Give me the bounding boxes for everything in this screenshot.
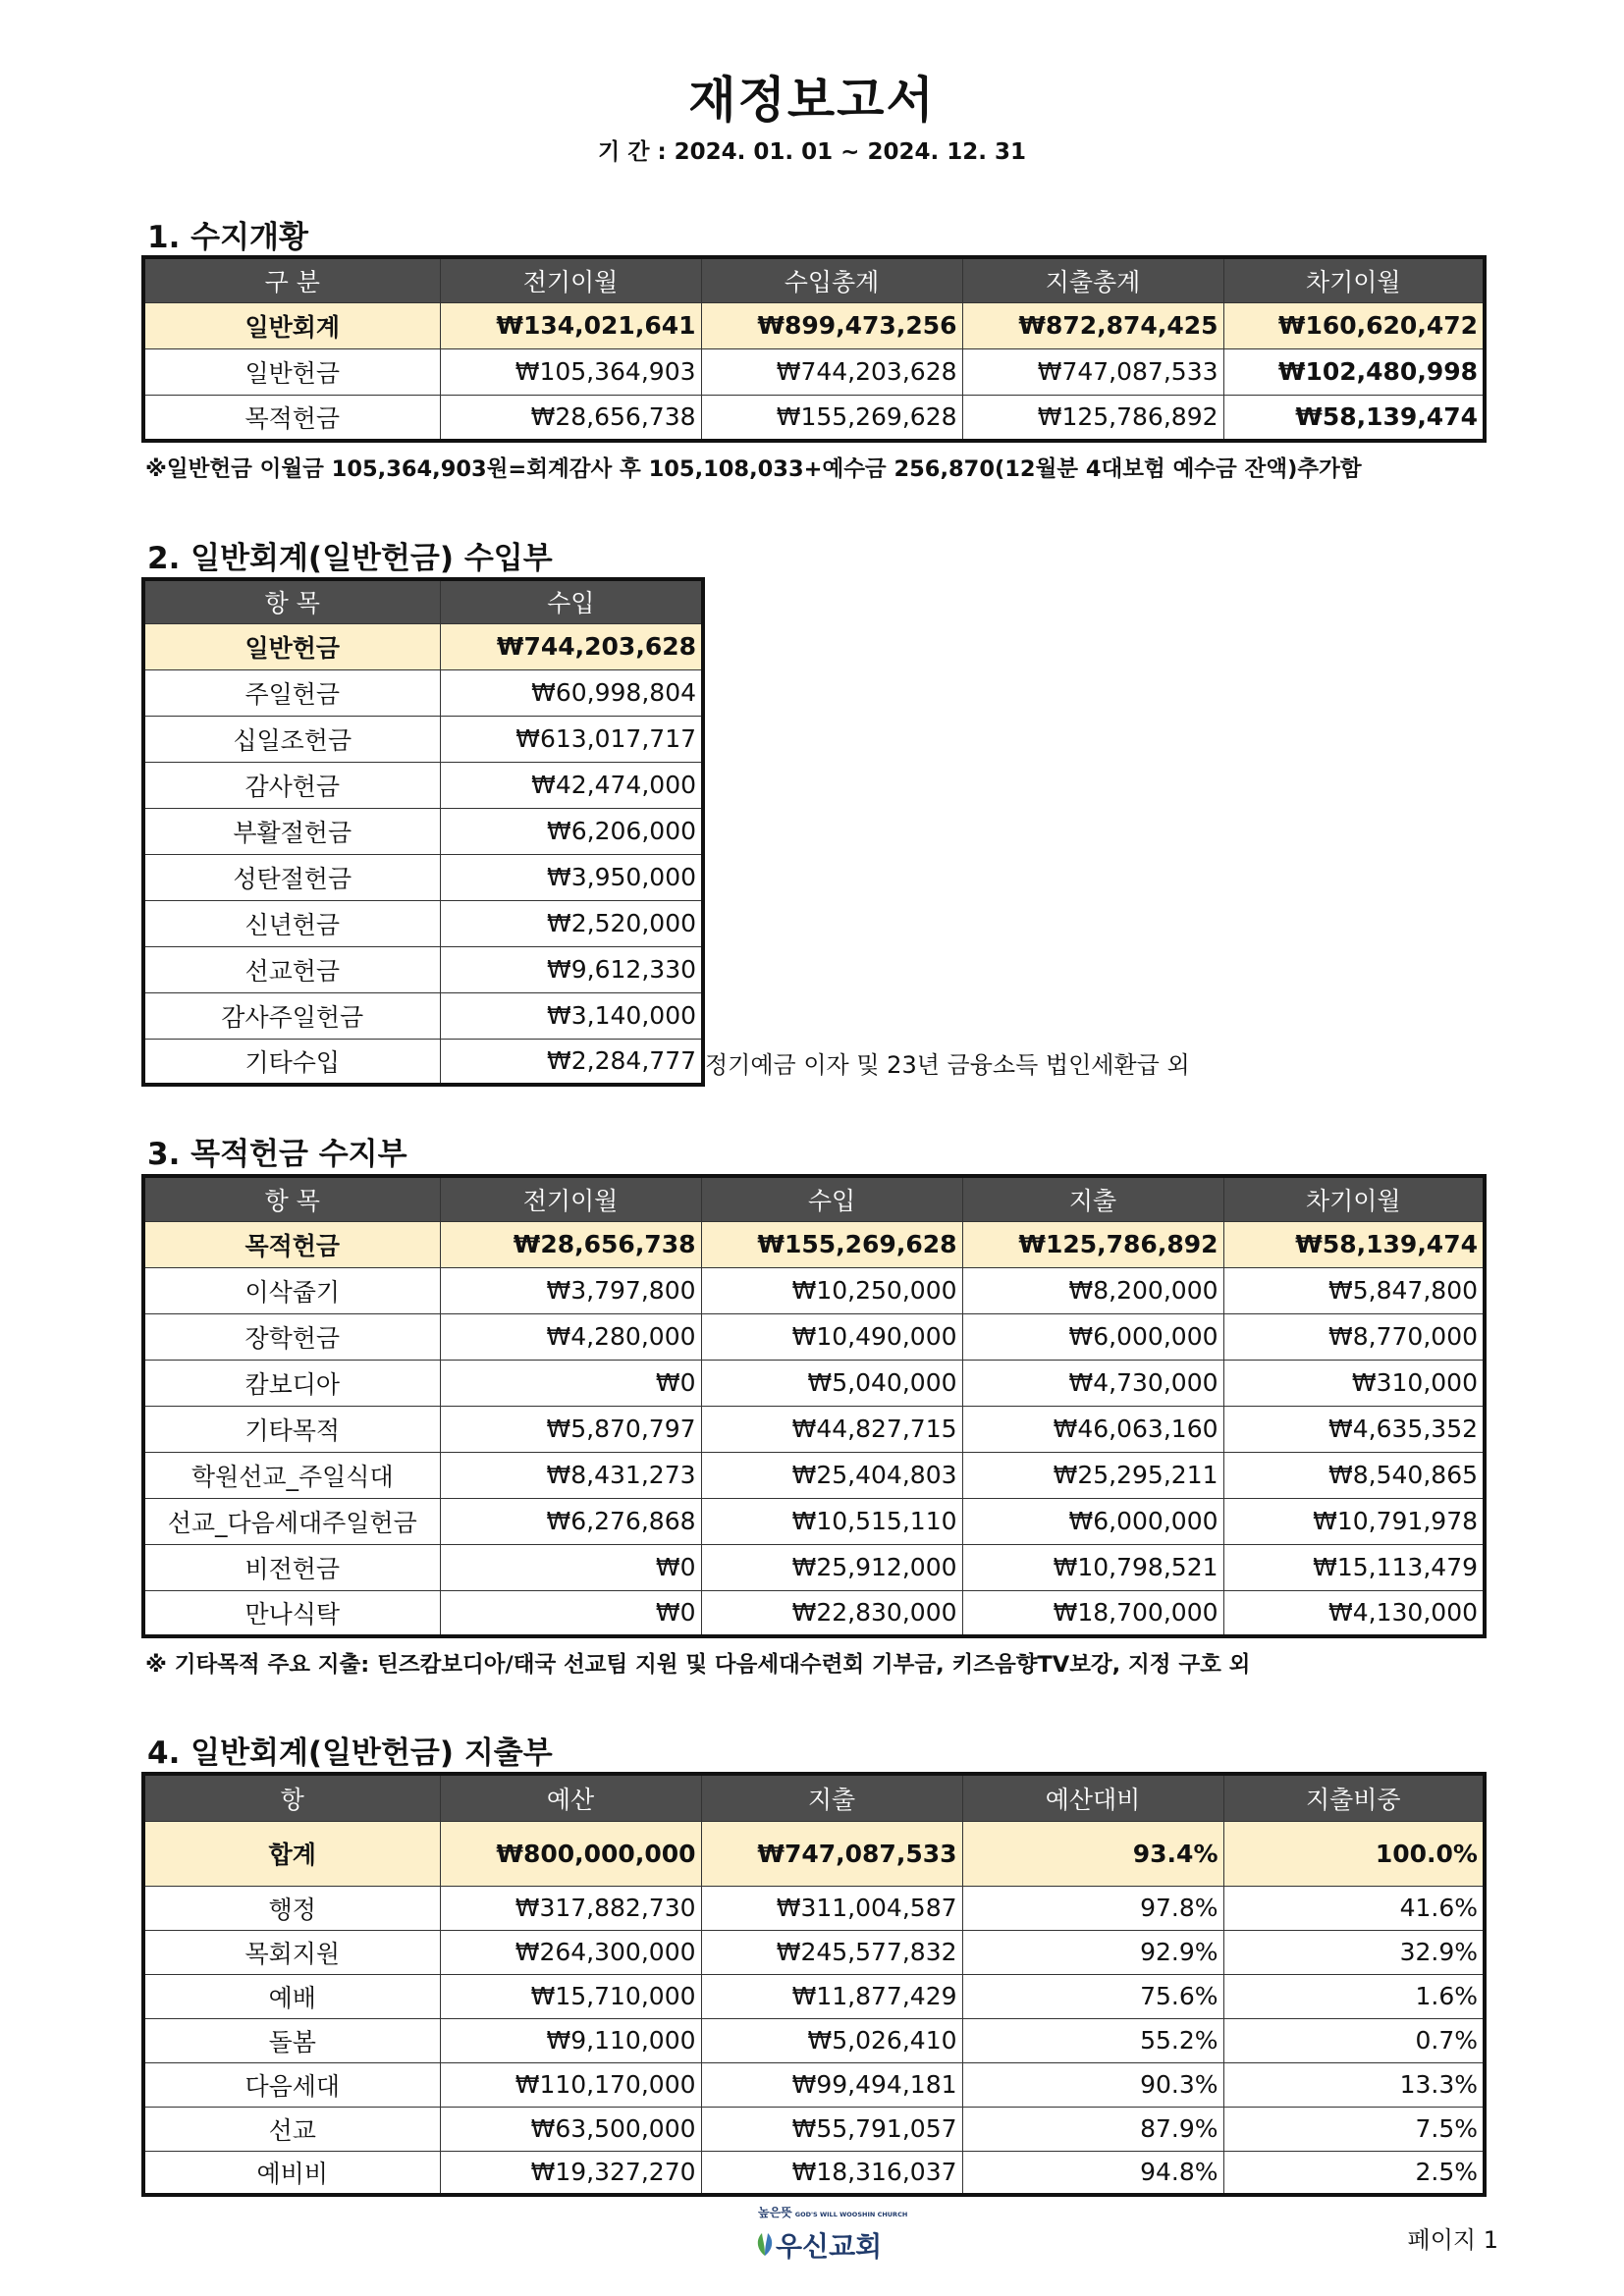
cell: ₩18,700,000 [962, 1590, 1223, 1636]
cell: ₩10,250,000 [701, 1267, 962, 1313]
cell: 94.8% [962, 2151, 1223, 2195]
cell: ₩747,087,533 [962, 348, 1223, 395]
cell: 93.4% [962, 1821, 1223, 1886]
cell: 예비비 [143, 2151, 440, 2195]
cell: ₩744,203,628 [701, 348, 962, 395]
column-header: 예산대비 [962, 1774, 1223, 1821]
cell: ₩2,520,000 [440, 900, 703, 946]
table-row [143, 395, 1485, 441]
cell: ₩8,431,273 [440, 1452, 701, 1498]
cell: ₩0 [440, 1590, 701, 1636]
summary-note: ※일반헌금 이월금 105,364,903원=회계감사 후 105,108,033+예수금 256,870(12월분 4대보험 예수금 잔액)추가함 [145, 456, 1362, 482]
cell: 성탄절헌금 [143, 854, 440, 900]
report-period: 기 간 : 2024. 01. 01 ~ 2024. 12. 31 [598, 139, 1026, 165]
cell: 목적헌금 [143, 395, 440, 441]
cell: ₩6,206,000 [440, 808, 703, 854]
table-row [143, 992, 703, 1039]
cell: ₩8,540,865 [1223, 1452, 1485, 1498]
cell: ₩9,110,000 [440, 2018, 701, 2062]
cell: ₩6,000,000 [962, 1498, 1223, 1544]
cell: ₩5,040,000 [701, 1360, 962, 1406]
cell: ₩18,316,037 [701, 2151, 962, 2195]
table-header-row [143, 1176, 1485, 1221]
cell: ₩311,004,587 [701, 1886, 962, 1930]
cell: ₩8,770,000 [1223, 1313, 1485, 1360]
cell: 7.5% [1223, 2107, 1485, 2151]
cell: ₩28,656,738 [440, 1221, 701, 1267]
cell: 선교 [143, 2107, 440, 2151]
designated-offering-note: ※ 기타목적 주요 지출: 틴즈캄보디아/태국 선교팀 지원 및 다음세대수련회 기부금, 키즈음향TV보강, 지정 구호 외 [145, 1652, 1251, 1678]
cell: ₩10,791,978 [1223, 1498, 1485, 1544]
cell: 예배 [143, 1974, 440, 2018]
cell: ₩0 [440, 1544, 701, 1590]
table-row [143, 900, 703, 946]
cell: ₩110,170,000 [440, 2062, 701, 2107]
cell: ₩10,490,000 [701, 1313, 962, 1360]
income-table [141, 577, 705, 1087]
cell: ₩25,295,211 [962, 1452, 1223, 1498]
cell: ₩134,021,641 [440, 302, 701, 348]
cell: ₩42,474,000 [440, 762, 703, 808]
cell: 학원선교_주일식대 [143, 1452, 440, 1498]
cell: ₩800,000,000 [440, 1821, 701, 1886]
cell: 일반헌금 [143, 348, 440, 395]
column-header: 구 분 [143, 257, 440, 302]
cell: 92.9% [962, 1930, 1223, 1974]
cell: ₩0 [440, 1360, 701, 1406]
expenditure-table [141, 1772, 1487, 2197]
report-title: 재정보고서 [688, 72, 936, 129]
table-header-row [143, 257, 1485, 302]
cell: 장학헌금 [143, 1313, 440, 1360]
column-header: 지출총계 [962, 257, 1223, 302]
cell: ₩3,140,000 [440, 992, 703, 1039]
table-row [143, 1974, 1485, 2018]
section2-heading: 2. 일반회계(일반헌금) 수입부 [147, 541, 553, 576]
cell: 기타수입 [143, 1039, 440, 1085]
cell: 돌봄 [143, 2018, 440, 2062]
cell: 2.5% [1223, 2151, 1485, 2195]
cell: ₩6,000,000 [962, 1313, 1223, 1360]
cell: 목회지원 [143, 1930, 440, 1974]
table-row [143, 716, 703, 762]
cell: 90.3% [962, 2062, 1223, 2107]
leaf-icon [754, 2229, 776, 2257]
table-row [143, 348, 1485, 395]
cell: 캄보디아 [143, 1360, 440, 1406]
cell: ₩105,364,903 [440, 348, 701, 395]
section1-heading: 1. 수지개황 [147, 220, 308, 255]
cell: 이삭줍기 [143, 1267, 440, 1313]
cell: 행정 [143, 1886, 440, 1930]
cell: ₩125,786,892 [962, 1221, 1223, 1267]
cell: 75.6% [962, 1974, 1223, 2018]
column-header: 수입 [701, 1176, 962, 1221]
cell: ₩25,404,803 [701, 1452, 962, 1498]
cell: ₩310,000 [1223, 1360, 1485, 1406]
logo-name: 우신교회 [776, 2230, 883, 2263]
cell: ₩15,113,479 [1223, 1544, 1485, 1590]
summary-table [141, 255, 1487, 443]
cell: 일반헌금 [143, 623, 440, 669]
section3-heading: 3. 목적헌금 수지부 [147, 1137, 407, 1172]
cell: ₩28,656,738 [440, 395, 701, 441]
column-header: 항 목 [143, 1176, 440, 1221]
table-row [143, 1360, 1485, 1406]
cell: 기타목적 [143, 1406, 440, 1452]
page-number: 페이지 1 [1407, 2226, 1498, 2254]
cell: ₩22,830,000 [701, 1590, 962, 1636]
cell: ₩10,798,521 [962, 1544, 1223, 1590]
cell: ₩2,284,777 [440, 1039, 703, 1085]
cell: 13.3% [1223, 2062, 1485, 2107]
cell: 일반회계 [143, 302, 440, 348]
cell: 다음세대 [143, 2062, 440, 2107]
cell: ₩3,950,000 [440, 854, 703, 900]
table-row [143, 1267, 1485, 1313]
cell: ₩10,515,110 [701, 1498, 962, 1544]
table-row [143, 1406, 1485, 1452]
cell: ₩4,635,352 [1223, 1406, 1485, 1452]
section4-heading: 4. 일반회계(일반헌금) 지출부 [147, 1735, 553, 1771]
cell: ₩160,620,472 [1223, 302, 1485, 348]
column-header: 지출 [701, 1774, 962, 1821]
cell: ₩9,612,330 [440, 946, 703, 992]
cell: ₩99,494,181 [701, 2062, 962, 2107]
column-header: 항 [143, 1774, 440, 1821]
table-row [143, 1821, 1485, 1886]
column-header: 차기이월 [1223, 1176, 1485, 1221]
column-header: 수입 [440, 579, 703, 623]
table-row [143, 1544, 1485, 1590]
cell: ₩317,882,730 [440, 1886, 701, 1930]
cell: 1.6% [1223, 1974, 1485, 2018]
cell: ₩264,300,000 [440, 1930, 701, 1974]
cell: ₩155,269,628 [701, 1221, 962, 1267]
cell: ₩58,139,474 [1223, 395, 1485, 441]
column-header: 차기이월 [1223, 257, 1485, 302]
cell: 만나식탁 [143, 1590, 440, 1636]
column-header: 예산 [440, 1774, 701, 1821]
cell: ₩3,797,800 [440, 1267, 701, 1313]
cell: 비전헌금 [143, 1544, 440, 1590]
table-row [143, 946, 703, 992]
table-header-row [143, 1774, 1485, 1821]
cell: ₩60,998,804 [440, 669, 703, 716]
column-header: 전기이월 [440, 1176, 701, 1221]
cell: 55.2% [962, 2018, 1223, 2062]
cell: ₩102,480,998 [1223, 348, 1485, 395]
table-row [143, 1452, 1485, 1498]
cell: 주일헌금 [143, 669, 440, 716]
table-row [143, 302, 1485, 348]
cell: 십일조헌금 [143, 716, 440, 762]
cell: 선교_다음세대주일헌금 [143, 1498, 440, 1544]
table-row [143, 2107, 1485, 2151]
cell: 87.9% [962, 2107, 1223, 2151]
cell: 선교헌금 [143, 946, 440, 992]
logo-sub-text: GOD'S WILL WOOSHIN CHURCH [794, 2211, 908, 2218]
cell: ₩63,500,000 [440, 2107, 701, 2151]
cell: ₩747,087,533 [701, 1821, 962, 1886]
table-row [143, 854, 703, 900]
cell: ₩155,269,628 [701, 395, 962, 441]
column-header: 지출비중 [1223, 1774, 1485, 1821]
cell: 100.0% [1223, 1821, 1485, 1886]
table-row [143, 1039, 703, 1085]
column-header: 전기이월 [440, 257, 701, 302]
cell: 부활절헌금 [143, 808, 440, 854]
cell: ₩245,577,832 [701, 1930, 962, 1974]
table-row [143, 1313, 1485, 1360]
table-row [143, 808, 703, 854]
column-header: 항 목 [143, 579, 440, 623]
cell: 41.6% [1223, 1886, 1485, 1930]
table-row [143, 623, 703, 669]
other-income-note: 정기예금 이자 및 23년 금융소득 법인세환급 외 [705, 1051, 1190, 1079]
cell: ₩44,827,715 [701, 1406, 962, 1452]
cell: ₩46,063,160 [962, 1406, 1223, 1452]
cell: ₩15,710,000 [440, 1974, 701, 2018]
cell: 0.7% [1223, 2018, 1485, 2062]
cell: ₩25,912,000 [701, 1544, 962, 1590]
table-row [143, 1930, 1485, 1974]
cell: 신년헌금 [143, 900, 440, 946]
logo-top-text: 높은뜻 [758, 2206, 792, 2219]
cell: ₩5,026,410 [701, 2018, 962, 2062]
church-logo [746, 2204, 908, 2272]
table-row [143, 669, 703, 716]
cell: 감사헌금 [143, 762, 440, 808]
cell: ₩4,730,000 [962, 1360, 1223, 1406]
table-header-row [143, 579, 703, 623]
table-row [143, 1221, 1485, 1267]
table-row [143, 762, 703, 808]
cell: ₩613,017,717 [440, 716, 703, 762]
table-row [143, 1886, 1485, 1930]
cell: ₩8,200,000 [962, 1267, 1223, 1313]
cell: 합계 [143, 1821, 440, 1886]
cell: ₩899,473,256 [701, 302, 962, 348]
cell: ₩872,874,425 [962, 302, 1223, 348]
cell: 97.8% [962, 1886, 1223, 1930]
table-row [143, 2151, 1485, 2195]
column-header: 수입총계 [701, 257, 962, 302]
cell: ₩744,203,628 [440, 623, 703, 669]
cell: ₩55,791,057 [701, 2107, 962, 2151]
table-row [143, 1590, 1485, 1636]
cell: ₩5,847,800 [1223, 1267, 1485, 1313]
designated-offering-table [141, 1174, 1487, 1638]
cell: 목적헌금 [143, 1221, 440, 1267]
cell: 32.9% [1223, 1930, 1485, 1974]
table-row [143, 1498, 1485, 1544]
cell: ₩4,130,000 [1223, 1590, 1485, 1636]
cell: ₩125,786,892 [962, 395, 1223, 441]
cell: ₩11,877,429 [701, 1974, 962, 2018]
cell: ₩5,870,797 [440, 1406, 701, 1452]
cell: 감사주일헌금 [143, 992, 440, 1039]
table-row [143, 2018, 1485, 2062]
cell: ₩6,276,868 [440, 1498, 701, 1544]
table-row [143, 2062, 1485, 2107]
cell: ₩58,139,474 [1223, 1221, 1485, 1267]
column-header: 지출 [962, 1176, 1223, 1221]
cell: ₩4,280,000 [440, 1313, 701, 1360]
cell: ₩19,327,270 [440, 2151, 701, 2195]
